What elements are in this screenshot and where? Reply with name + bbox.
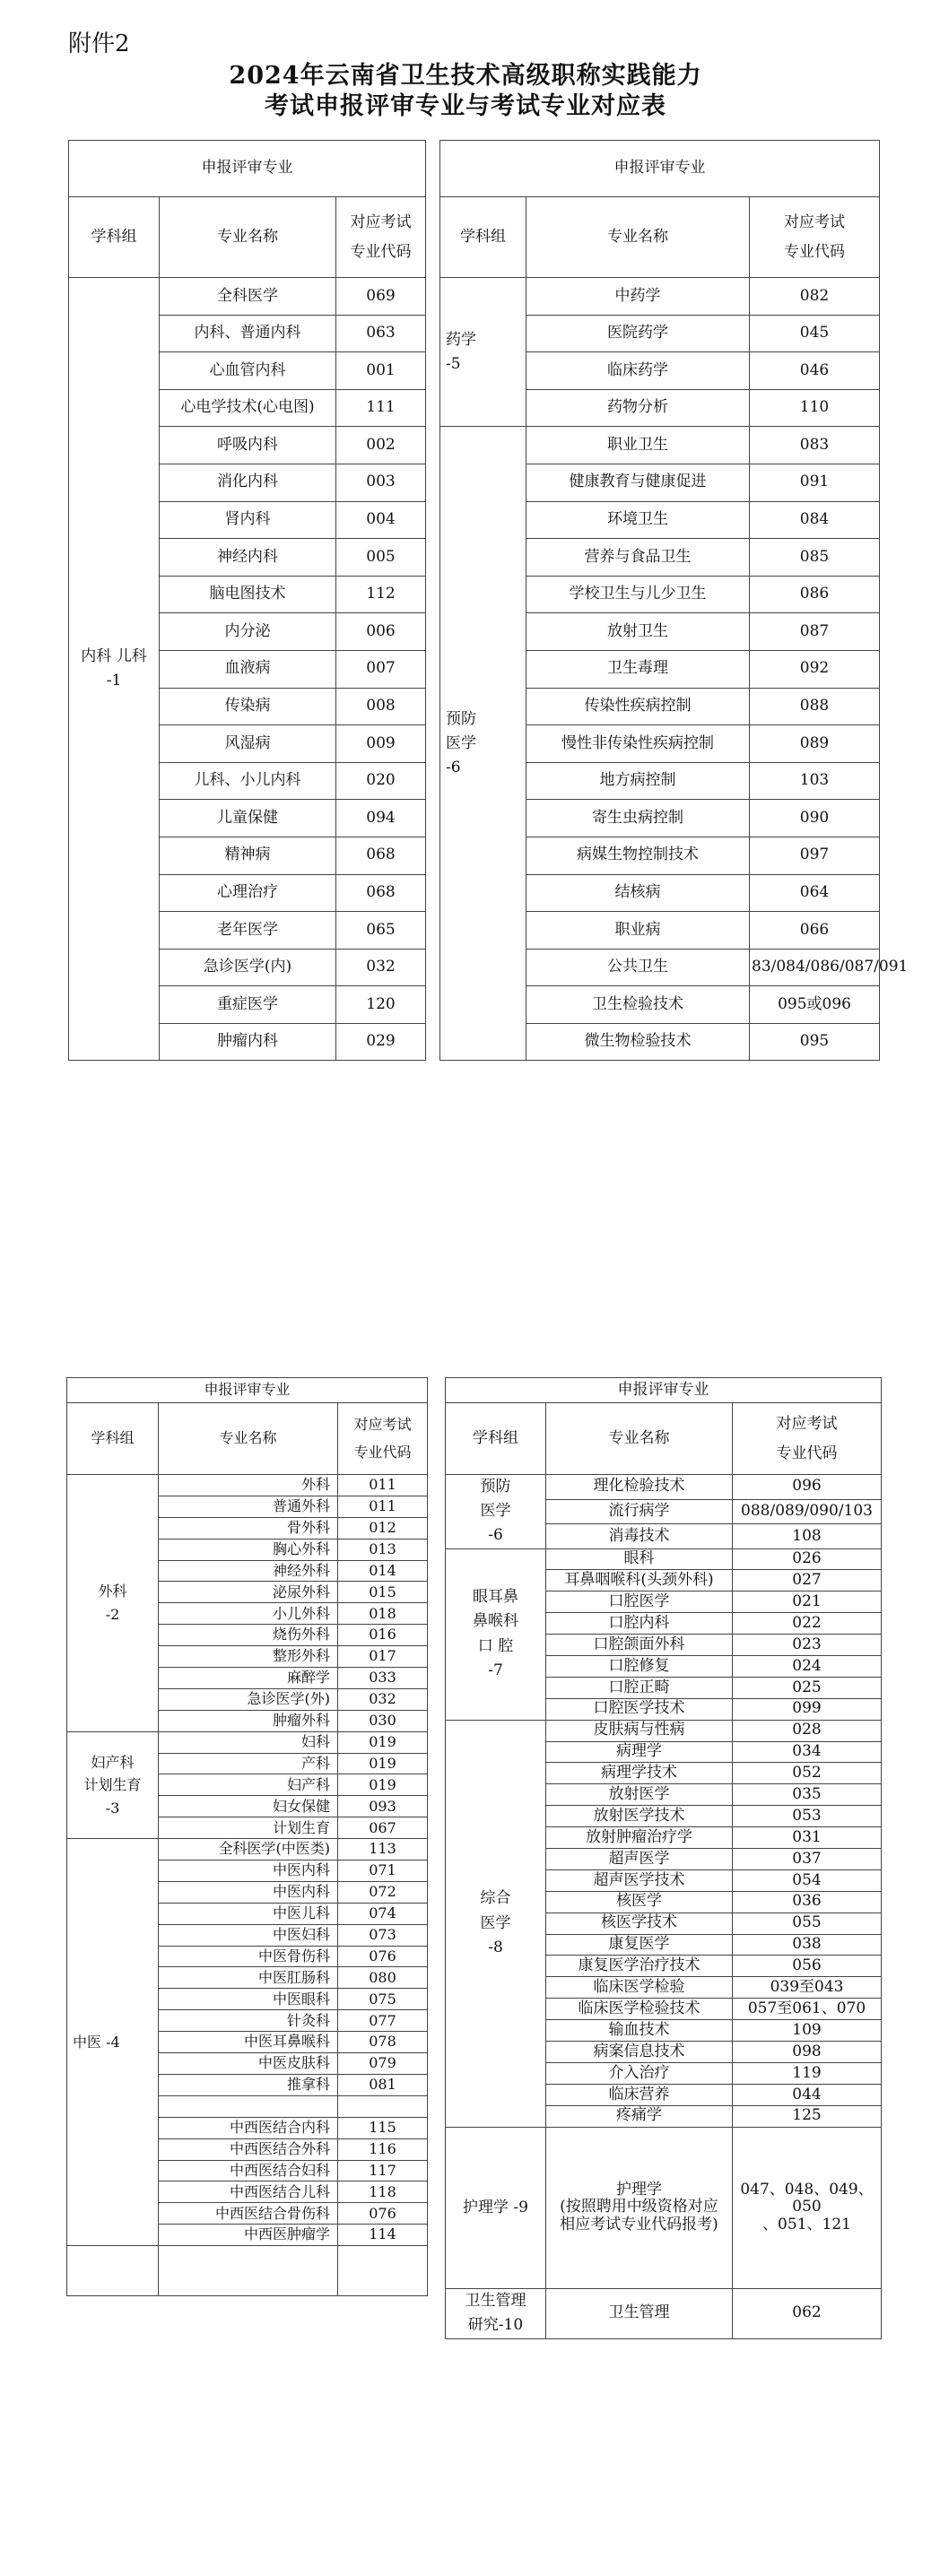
major-name: 心血管内科 bbox=[160, 352, 336, 390]
major-name: 放射医学 bbox=[546, 1784, 733, 1806]
header-code: 对应考试 专业代码 bbox=[733, 1403, 882, 1475]
major-name: 中药学 bbox=[526, 278, 750, 316]
major-name: 卫生检验技术 bbox=[526, 986, 750, 1024]
exam-code: 013 bbox=[338, 1539, 428, 1560]
header-code: 对应考试 专业代码 bbox=[336, 197, 426, 278]
major-name: 血液病 bbox=[160, 650, 336, 688]
exam-code: 075 bbox=[338, 1989, 428, 2010]
header-declare: 申报评审专业 bbox=[67, 1378, 428, 1403]
exam-code: 056 bbox=[733, 1956, 882, 1977]
exam-code: 074 bbox=[338, 1903, 428, 1924]
major-name: 急诊医学(外) bbox=[159, 1688, 338, 1710]
exam-code: 114 bbox=[338, 2225, 428, 2246]
exam-code: 088 bbox=[750, 688, 880, 725]
exam-code: 077 bbox=[338, 2010, 428, 2032]
exam-code: 030 bbox=[338, 1710, 428, 1731]
exam-code: 090 bbox=[750, 800, 880, 837]
table-row bbox=[446, 1475, 882, 1500]
major-name: 口腔修复 bbox=[546, 1656, 733, 1678]
major-name: 临床医学检验 bbox=[546, 1977, 733, 1999]
major-name: 推拿科 bbox=[159, 2074, 338, 2095]
major-name: 风湿病 bbox=[160, 725, 336, 763]
major-name: 产科 bbox=[159, 1753, 338, 1774]
major-name: 结核病 bbox=[526, 874, 750, 912]
major-name: 医院药学 bbox=[526, 315, 750, 352]
exam-code bbox=[338, 2095, 428, 2117]
major-name: 整形外科 bbox=[159, 1646, 338, 1668]
major-name: 中医儿科 bbox=[159, 1903, 338, 1924]
p1-right-table bbox=[439, 140, 909, 1061]
major-name: 胸心外科 bbox=[159, 1539, 338, 1560]
exam-code: 095或096 bbox=[750, 986, 880, 1024]
exam-code: 066 bbox=[750, 912, 880, 950]
exam-code: 092 bbox=[750, 650, 880, 688]
exam-code: 019 bbox=[338, 1774, 428, 1796]
table-row bbox=[440, 427, 880, 464]
major-name: 中西医肿瘤学 bbox=[159, 2225, 338, 2246]
exam-code: 076 bbox=[338, 1946, 428, 1967]
major-name: 寄生虫病控制 bbox=[526, 800, 750, 837]
major-name: 急诊医学(内) bbox=[160, 949, 336, 986]
major-name: 中西医结合妇科 bbox=[159, 2160, 338, 2181]
exam-code: 095 bbox=[750, 1023, 880, 1061]
exam-code: 113 bbox=[338, 1839, 428, 1860]
nursing-major: 护理学 (按照聘用中级资格对应 相应考试专业代码报考) bbox=[546, 2127, 733, 2288]
major-name: 中医皮肤科 bbox=[159, 2053, 338, 2075]
exam-code: 035 bbox=[733, 1784, 882, 1806]
major-name: 老年医学 bbox=[160, 912, 336, 950]
header-major: 专业名称 bbox=[160, 197, 336, 278]
major-name: 药物分析 bbox=[526, 389, 750, 427]
nursing-code: 047、048、049、050 、051、121 bbox=[733, 2127, 882, 2288]
major-name: 耳鼻咽喉科(头颈外科) bbox=[546, 1570, 733, 1592]
major-name: 中西医结合骨伤科 bbox=[159, 2203, 338, 2225]
major-name: 心电学技术(心电图) bbox=[160, 389, 336, 427]
exam-code: 017 bbox=[338, 1646, 428, 1668]
table-row bbox=[69, 278, 426, 316]
exam-code: 125 bbox=[733, 2105, 882, 2127]
group-general-medicine: 综合 医学 -8 bbox=[446, 1720, 546, 2127]
major-name: 重症医学 bbox=[160, 986, 336, 1024]
exam-code: 116 bbox=[338, 2138, 428, 2160]
major-name: 脑电图技术 bbox=[160, 576, 336, 613]
exam-code: 071 bbox=[338, 1860, 428, 1882]
exam-code: 037 bbox=[733, 1849, 882, 1870]
major-name: 核医学技术 bbox=[546, 1912, 733, 1934]
exam-code: 065 bbox=[336, 912, 426, 950]
exam-code: 069 bbox=[336, 278, 426, 316]
exam-code: 078 bbox=[338, 2032, 428, 2053]
major-name: 流行病学 bbox=[546, 1499, 733, 1524]
exam-code: 084 bbox=[750, 501, 880, 539]
major-name: 中西医结合内科 bbox=[159, 2117, 338, 2138]
exam-code: 055 bbox=[733, 1912, 882, 1934]
exam-code: 097 bbox=[750, 837, 880, 874]
exam-code: 082 bbox=[750, 278, 880, 316]
major-name: 输血技术 bbox=[546, 2020, 733, 2042]
exam-code: 033 bbox=[338, 1668, 428, 1689]
major-name: 临床营养 bbox=[546, 2084, 733, 2105]
group-eye-ent-stomatology: 眼耳鼻 鼻喉科 口 腔 -7 bbox=[446, 1548, 546, 1720]
major-name: 中医内科 bbox=[159, 1881, 338, 1903]
major-name: 呼吸内科 bbox=[160, 427, 336, 464]
major-name: 普通外科 bbox=[159, 1496, 338, 1517]
group-pharmacy: 药学 -5 bbox=[440, 278, 526, 427]
table-row bbox=[446, 1720, 882, 1741]
group-obgyn: 妇产科 计划生育 -3 bbox=[67, 1731, 159, 1838]
exam-code: 036 bbox=[733, 1891, 882, 1912]
major-name: 消毒技术 bbox=[546, 1524, 733, 1549]
major-name: 营养与食品卫生 bbox=[526, 539, 750, 577]
header-declare: 申报评审专业 bbox=[440, 141, 880, 197]
exam-code: 034 bbox=[733, 1741, 882, 1763]
exam-code: 119 bbox=[733, 2062, 882, 2084]
exam-code: 014 bbox=[338, 1560, 428, 1582]
exam-code: 068 bbox=[336, 837, 426, 874]
exam-code: 005 bbox=[336, 539, 426, 577]
exam-code: 015 bbox=[338, 1582, 428, 1603]
header-major: 专业名称 bbox=[546, 1403, 733, 1475]
page-title-line1: 2024年云南省卫生技术高级职称实践能力 bbox=[229, 62, 702, 90]
group-preventive-medicine: 预防 医学 -6 bbox=[446, 1475, 546, 1549]
exam-code: 031 bbox=[733, 1827, 882, 1849]
major-name: 肿瘤内科 bbox=[160, 1023, 336, 1061]
major-name: 临床医学检验技术 bbox=[546, 1999, 733, 2020]
major-name: 妇科 bbox=[159, 1731, 338, 1753]
exam-code: 019 bbox=[338, 1753, 428, 1774]
table-row bbox=[67, 1839, 428, 1860]
header-group: 学科组 bbox=[446, 1403, 546, 1475]
exam-code: 011 bbox=[338, 1475, 428, 1496]
exam-code: 110 bbox=[750, 389, 880, 427]
header-declare: 申报评审专业 bbox=[69, 141, 426, 197]
header-major: 专业名称 bbox=[159, 1403, 338, 1475]
exam-code: 021 bbox=[733, 1592, 882, 1613]
major-name: 口腔医学 bbox=[546, 1592, 733, 1613]
exam-code: 019 bbox=[338, 1731, 428, 1753]
major-name: 内科、普通内科 bbox=[160, 315, 336, 352]
exam-code: 032 bbox=[336, 949, 426, 986]
major-name: 公共卫生 bbox=[526, 949, 750, 986]
major-name bbox=[159, 2095, 338, 2117]
exam-code: 103 bbox=[750, 762, 880, 800]
major-name: 烧伤外科 bbox=[159, 1625, 338, 1646]
major-name: 中西医结合外科 bbox=[159, 2138, 338, 2160]
major-name: 内分泌 bbox=[160, 613, 336, 651]
exam-code: 063 bbox=[336, 315, 426, 352]
exam-code: 098 bbox=[733, 2042, 882, 2063]
major-name: 肾内科 bbox=[160, 501, 336, 539]
table-row bbox=[67, 1731, 428, 1753]
exam-code: 018 bbox=[338, 1603, 428, 1625]
header-group: 学科组 bbox=[67, 1403, 159, 1475]
major-name: 中医妇科 bbox=[159, 1924, 338, 1946]
major-name: 介入治疗 bbox=[546, 2062, 733, 2084]
exam-code: 088/089/090/103 bbox=[733, 1499, 882, 1524]
empty-cell bbox=[159, 2246, 338, 2296]
exam-code: 001 bbox=[336, 352, 426, 390]
exam-code: 044 bbox=[733, 2084, 882, 2105]
header-group: 学科组 bbox=[69, 197, 160, 278]
exam-code: 054 bbox=[733, 1869, 882, 1891]
exam-code: 012 bbox=[338, 1517, 428, 1539]
header-declare: 申报评审专业 bbox=[446, 1378, 882, 1403]
major-name: 微生物检验技术 bbox=[526, 1023, 750, 1061]
major-name: 神经外科 bbox=[159, 1560, 338, 1582]
major-name: 核医学 bbox=[546, 1891, 733, 1912]
major-name: 中医眼科 bbox=[159, 1989, 338, 2010]
exam-code: 109 bbox=[733, 2020, 882, 2042]
major-name: 口腔正畸 bbox=[546, 1677, 733, 1698]
major-name: 口腔内科 bbox=[546, 1613, 733, 1635]
major-name: 健康教育与健康促进 bbox=[526, 464, 750, 501]
major-name: 地方病控制 bbox=[526, 762, 750, 800]
major-name: 全科医学(中医类) bbox=[159, 1839, 338, 1860]
major-name: 康复医学治疗技术 bbox=[546, 1956, 733, 1977]
exam-code: 067 bbox=[338, 1817, 428, 1839]
exam-code: 068 bbox=[336, 874, 426, 912]
exam-code: 052 bbox=[733, 1763, 882, 1784]
exam-code: 025 bbox=[733, 1677, 882, 1698]
empty-cell bbox=[67, 2246, 159, 2296]
major-name: 病理学 bbox=[546, 1741, 733, 1763]
major-name: 卫生毒理 bbox=[526, 650, 750, 688]
major-name: 放射肿瘤治疗学 bbox=[546, 1827, 733, 1849]
major-name: 环境卫生 bbox=[526, 501, 750, 539]
exam-code: 062 bbox=[733, 2288, 882, 2338]
header-major: 专业名称 bbox=[526, 197, 750, 278]
exam-code: 029 bbox=[336, 1023, 426, 1061]
group-tcm: 中医 -4 bbox=[67, 1839, 159, 2246]
major-name: 病媒生物控制技术 bbox=[526, 837, 750, 874]
major-name: 病案信息技术 bbox=[546, 2042, 733, 2063]
group-surgery: 外科 -2 bbox=[67, 1475, 159, 1732]
exam-code: 006 bbox=[336, 613, 426, 651]
major-name: 麻醉学 bbox=[159, 1668, 338, 1689]
table-row bbox=[440, 278, 880, 316]
annex-label: 附件2 bbox=[68, 30, 130, 57]
empty-cell bbox=[338, 2246, 428, 2296]
major-name: 全科医学 bbox=[160, 278, 336, 316]
exam-code: 008 bbox=[336, 688, 426, 725]
exam-code: 038 bbox=[733, 1934, 882, 1956]
group-health-management: 卫生管理 研究-10 bbox=[446, 2288, 546, 2338]
major-name: 放射卫生 bbox=[526, 613, 750, 651]
group-nursing: 护理学 -9 bbox=[446, 2127, 546, 2288]
exam-code: 064 bbox=[750, 874, 880, 912]
exam-code: 112 bbox=[336, 576, 426, 613]
major-name: 儿童保健 bbox=[160, 800, 336, 837]
exam-code: 028 bbox=[733, 1720, 882, 1741]
major-name: 职业病 bbox=[526, 912, 750, 950]
exam-code: 094 bbox=[336, 800, 426, 837]
major-name: 超声医学 bbox=[546, 1849, 733, 1870]
major-name: 慢性非传染性疾病控制 bbox=[526, 725, 750, 763]
major-name: 妇女保健 bbox=[159, 1796, 338, 1817]
exam-code: 118 bbox=[338, 2181, 428, 2203]
exam-code: 003 bbox=[336, 464, 426, 501]
major-name: 中医肛肠科 bbox=[159, 1967, 338, 1989]
page-title-line2: 考试申报评审专业与考试专业对应表 bbox=[265, 92, 666, 120]
exam-code: 045 bbox=[750, 315, 880, 352]
major-name: 传染性疾病控制 bbox=[526, 688, 750, 725]
major-name: 临床药学 bbox=[526, 352, 750, 390]
exam-code: 076 bbox=[338, 2203, 428, 2225]
exam-code: 024 bbox=[733, 1656, 882, 1678]
exam-code: 009 bbox=[336, 725, 426, 763]
exam-code: 081 bbox=[338, 2074, 428, 2095]
exam-code: 073 bbox=[338, 1924, 428, 1946]
exam-code: 027 bbox=[733, 1570, 882, 1592]
major-name: 理化检验技术 bbox=[546, 1475, 733, 1500]
exam-code: 046 bbox=[750, 352, 880, 390]
table-row bbox=[446, 1548, 882, 1570]
exam-code: 108 bbox=[733, 1524, 882, 1549]
exam-code: 020 bbox=[336, 762, 426, 800]
exam-code: 032 bbox=[338, 1688, 428, 1710]
p2-left-table bbox=[66, 1377, 428, 2296]
exam-code: 011 bbox=[338, 1496, 428, 1517]
major-name: 口腔医学技术 bbox=[546, 1698, 733, 1720]
exam-code: 080 bbox=[338, 1967, 428, 1989]
major-name: 心理治疗 bbox=[160, 874, 336, 912]
major-name: 口腔颌面外科 bbox=[546, 1635, 733, 1656]
major-name: 外科 bbox=[159, 1475, 338, 1496]
exam-code: 026 bbox=[733, 1548, 882, 1570]
major-name: 康复医学 bbox=[546, 1934, 733, 1956]
major-name: 放射医学技术 bbox=[546, 1806, 733, 1827]
major-name: 皮肤病与性病 bbox=[546, 1720, 733, 1741]
exam-code: 053 bbox=[733, 1806, 882, 1827]
exam-code: 072 bbox=[338, 1881, 428, 1903]
group-preventive-medicine: 预防 医学 -6 bbox=[440, 427, 526, 1061]
exam-code: 023 bbox=[733, 1635, 882, 1656]
exam-code: 099 bbox=[733, 1698, 882, 1720]
major-name: 骨外科 bbox=[159, 1517, 338, 1539]
major-name: 中医内科 bbox=[159, 1860, 338, 1882]
major-name: 神经内科 bbox=[160, 539, 336, 577]
exam-code: 057至061、070 bbox=[733, 1999, 882, 2020]
exam-code: 079 bbox=[338, 2053, 428, 2075]
header-group: 学科组 bbox=[440, 197, 526, 278]
major-name: 肿瘤外科 bbox=[159, 1710, 338, 1731]
major-name: 消化内科 bbox=[160, 464, 336, 501]
major-name: 精神病 bbox=[160, 837, 336, 874]
major-name: 职业卫生 bbox=[526, 427, 750, 464]
exam-code: 83/084/086/087/091 bbox=[750, 949, 880, 986]
major-name: 疼痛学 bbox=[546, 2105, 733, 2127]
exam-code: 004 bbox=[336, 501, 426, 539]
major-name: 学校卫生与儿少卫生 bbox=[526, 576, 750, 613]
major-name: 眼科 bbox=[546, 1548, 733, 1570]
exam-code: 002 bbox=[336, 427, 426, 464]
major-name: 泌尿外科 bbox=[159, 1582, 338, 1603]
major-name: 小儿外科 bbox=[159, 1603, 338, 1625]
exam-code: 085 bbox=[750, 539, 880, 577]
major-name: 中医耳鼻喉科 bbox=[159, 2032, 338, 2053]
major-name: 中医骨伤科 bbox=[159, 1946, 338, 1967]
exam-code: 016 bbox=[338, 1625, 428, 1646]
major-name: 超声医学技术 bbox=[546, 1869, 733, 1891]
major-name: 传染病 bbox=[160, 688, 336, 725]
major-name: 病理学技术 bbox=[546, 1763, 733, 1784]
table-row bbox=[67, 1475, 428, 1496]
exam-code: 117 bbox=[338, 2160, 428, 2181]
exam-code: 083 bbox=[750, 427, 880, 464]
exam-code: 087 bbox=[750, 613, 880, 651]
group-internal-medicine: 内科 儿科 -1 bbox=[69, 278, 160, 1061]
exam-code: 111 bbox=[336, 389, 426, 427]
p1-left-table bbox=[68, 140, 426, 1061]
major-name: 卫生管理 bbox=[546, 2288, 733, 2338]
major-name: 儿科、小儿内科 bbox=[160, 762, 336, 800]
exam-code: 086 bbox=[750, 576, 880, 613]
exam-code: 093 bbox=[338, 1796, 428, 1817]
exam-code: 007 bbox=[336, 650, 426, 688]
exam-code: 039至043 bbox=[733, 1977, 882, 1999]
p2-right-table bbox=[445, 1377, 882, 2339]
header-code: 对应考试 专业代码 bbox=[750, 197, 880, 278]
major-name: 妇产科 bbox=[159, 1774, 338, 1796]
exam-code: 089 bbox=[750, 725, 880, 763]
exam-code: 115 bbox=[338, 2117, 428, 2138]
exam-code: 022 bbox=[733, 1613, 882, 1635]
major-name: 计划生育 bbox=[159, 1817, 338, 1839]
exam-code: 120 bbox=[336, 986, 426, 1024]
major-name: 针灸科 bbox=[159, 2010, 338, 2032]
major-name: 中西医结合儿科 bbox=[159, 2181, 338, 2203]
exam-code: 091 bbox=[750, 464, 880, 501]
header-code: 对应考试 专业代码 bbox=[338, 1403, 428, 1475]
exam-code: 096 bbox=[733, 1475, 882, 1500]
